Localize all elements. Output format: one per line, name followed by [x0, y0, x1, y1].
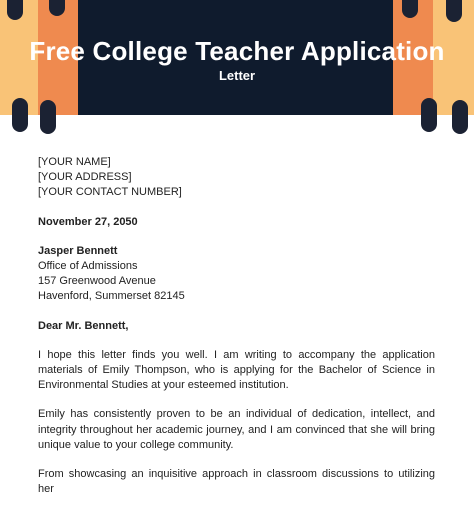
decor-pill — [402, 0, 418, 18]
decor-pill — [421, 98, 437, 132]
salutation: Dear Mr. Bennett, — [38, 319, 129, 332]
decor-pill — [446, 0, 462, 22]
salutation-block — [38, 319, 435, 334]
recipient-city: Havenford, Summerset 82145 — [38, 290, 185, 303]
recipient-street: 157 Greenwood Avenue — [38, 275, 156, 288]
body-paragraph: I hope this letter finds you well. I am writing to accompany the application materials of Emily Thompson, who is applying for the Bachelor of Science in Environmental Studies at your esteemed institution. — [38, 348, 435, 392]
body-paragraph: From showcasing an inquisitive approach in classroom discussions to utilizing her — [38, 468, 435, 496]
header-banner — [0, 0, 474, 115]
decor-pill — [7, 0, 23, 20]
decor-pill — [452, 100, 468, 134]
body-paragraph: Emily has consistently proven to be an individual of dedication, intellect, and integrity throughout her academic journey, and I am convinced that she will bring unique value to your college community. — [38, 408, 435, 451]
letter-date: November 27, 2050 — [38, 215, 138, 228]
recipient-office: Office of Admissions — [38, 260, 138, 273]
paragraph-block — [38, 407, 435, 453]
paragraph-block — [38, 467, 435, 497]
sender-contact: [YOUR CONTACT NUMBER] — [38, 186, 182, 199]
sender-name: [YOUR NAME] — [38, 156, 111, 168]
page-title: Free College Teacher Application — [29, 36, 445, 66]
recipient-block — [38, 244, 435, 305]
letter-body — [38, 155, 435, 511]
paragraph-block — [38, 348, 435, 394]
decor-pill — [12, 98, 28, 132]
sender-block — [38, 155, 435, 201]
sender-address: [YOUR ADDRESS] — [38, 171, 132, 184]
decor-pill — [40, 100, 56, 134]
date-block — [38, 215, 435, 230]
decor-pill — [49, 0, 65, 16]
recipient-name: Jasper Bennett — [38, 244, 118, 257]
page-subtitle: Letter — [218, 68, 256, 83]
